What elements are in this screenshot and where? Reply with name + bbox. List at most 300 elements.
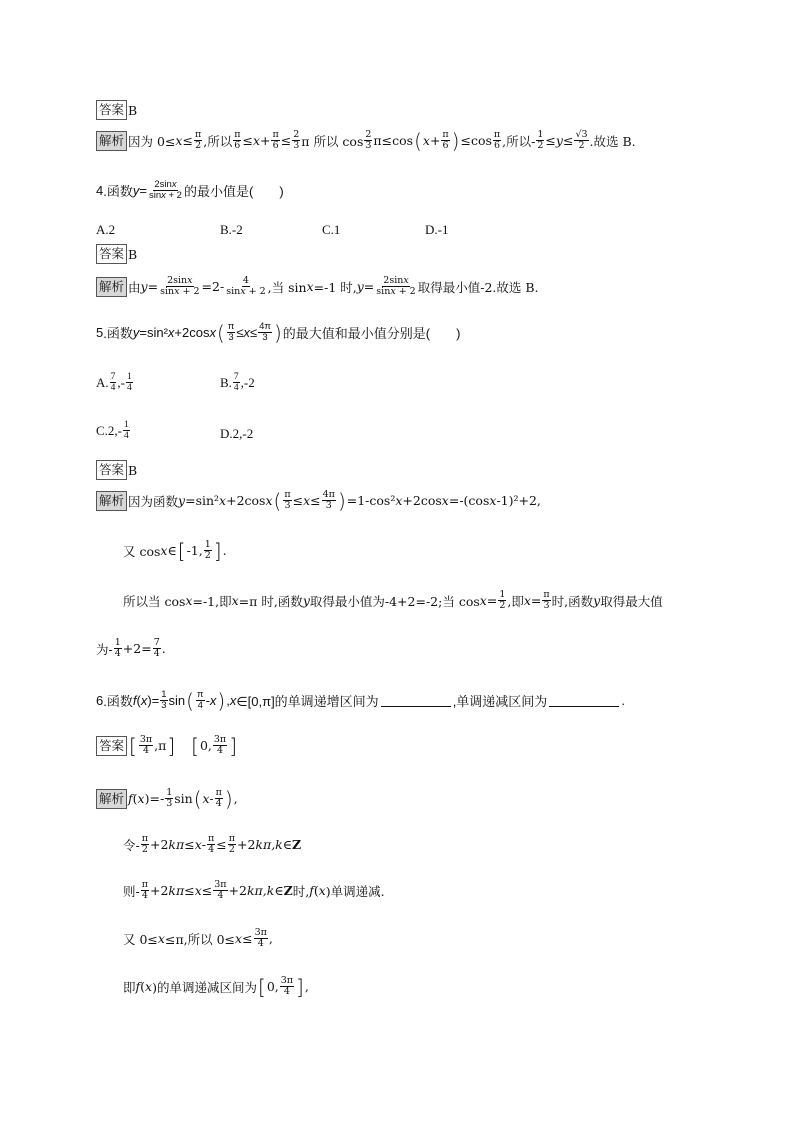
- fraction: [536, 130, 544, 151]
- text: ≤π,所以 0≤: [164, 931, 236, 947]
- set-z: Z: [283, 883, 293, 898]
- num: 1: [114, 637, 121, 648]
- question-number: 4: [96, 183, 104, 198]
- text: ,: [268, 931, 273, 946]
- text: C.2,-: [96, 422, 122, 438]
- text: 2sin: [154, 179, 172, 190]
- var: x: [167, 325, 175, 340]
- den: 4: [233, 383, 239, 393]
- answer-tag: 答案: [96, 244, 127, 264]
- q4-analysis-line: [96, 276, 539, 297]
- text: .: [621, 693, 625, 708]
- analysis-tag: 解析: [96, 277, 127, 297]
- text: ∈[0,π]的单调递增区间为: [236, 694, 379, 709]
- num: 3π: [280, 975, 294, 986]
- num: 3π: [213, 734, 227, 745]
- text: (: [132, 791, 138, 806]
- q5-answer-line: [96, 460, 137, 480]
- text: ≤: [562, 133, 574, 148]
- text: (: [313, 883, 319, 898]
- text: +2: [236, 837, 256, 852]
- num: π: [194, 129, 202, 140]
- text: .故选 B.: [589, 133, 636, 149]
- text: )=-: [144, 791, 165, 806]
- text: ,所以-: [502, 133, 536, 149]
- bracket: ]: [213, 538, 222, 563]
- bracket: ]: [296, 974, 304, 999]
- num: 1: [499, 589, 506, 600]
- q5-option-c: [96, 420, 131, 441]
- text: 即: [123, 979, 136, 995]
- text: ,即: [507, 593, 524, 609]
- q4-option-b: B.-2: [220, 222, 243, 237]
- var: kπ≤: [168, 883, 195, 898]
- text: (: [140, 979, 146, 994]
- text: )=: [147, 693, 160, 708]
- var: x: [479, 593, 487, 608]
- text: 2sin: [167, 275, 188, 286]
- text: ≤: [216, 837, 227, 852]
- text: 的最大值和最小值分别是( ): [282, 326, 461, 341]
- den: [375, 287, 416, 297]
- var: x: [161, 190, 166, 201]
- fraction: [141, 880, 149, 901]
- fraction: [110, 372, 117, 393]
- text: +2: [149, 883, 169, 898]
- text: +2: [228, 883, 247, 898]
- den: 4: [153, 648, 160, 659]
- var: f: [132, 693, 137, 708]
- num: 7: [153, 637, 160, 648]
- num: π: [207, 833, 215, 844]
- num: π: [141, 833, 148, 844]
- var: y: [302, 593, 310, 608]
- answer-tag: 答案: [96, 460, 127, 480]
- fraction: [254, 928, 268, 949]
- analysis-tag: 解析: [96, 789, 127, 809]
- var: -x: [205, 693, 217, 708]
- text: 由: [128, 279, 141, 295]
- var: x: [306, 279, 314, 294]
- var: x: [441, 493, 449, 508]
- fraction: [215, 788, 223, 809]
- text: 所以当 cos: [123, 593, 186, 609]
- den: 2: [499, 600, 506, 611]
- den: 4: [197, 700, 203, 711]
- var: x-: [202, 791, 214, 806]
- text: 取得最小值为-4+2=-2;当 cos: [309, 593, 480, 609]
- text: 0,: [199, 738, 212, 753]
- bracket: [: [177, 538, 186, 563]
- fraction: [292, 130, 300, 151]
- text: +: [429, 133, 441, 148]
- num: 1: [126, 372, 132, 382]
- den: 4: [208, 844, 215, 855]
- num: 1: [204, 539, 211, 550]
- q6-analysis-line-5: [123, 976, 309, 997]
- fraction: [213, 735, 227, 756]
- num: 3π: [254, 927, 267, 938]
- text: ,π: [154, 738, 167, 753]
- text: ,: [226, 693, 230, 708]
- num: 1: [537, 129, 544, 140]
- text: -1,: [186, 543, 203, 558]
- var: kπ,: [255, 837, 276, 852]
- var: x: [422, 133, 430, 148]
- bracket: [: [129, 733, 137, 758]
- var: x: [175, 133, 183, 148]
- text: =sin²: [139, 325, 168, 340]
- num: 7: [110, 372, 116, 382]
- q6-stem: [96, 690, 625, 711]
- text: ≤: [242, 931, 253, 946]
- var: kπ≤: [168, 837, 195, 852]
- q3-analysis-line: [96, 130, 636, 151]
- den: 2: [204, 550, 211, 561]
- var: x: [194, 837, 202, 852]
- num: π: [196, 689, 204, 700]
- fraction: [493, 130, 501, 151]
- q4-answer-line: [96, 244, 137, 264]
- den: 3: [365, 140, 372, 151]
- q5-option-d: D.2,-2: [220, 426, 254, 441]
- fraction: [114, 638, 122, 659]
- var: x: [187, 275, 193, 286]
- num: π: [272, 129, 279, 140]
- num: π: [228, 833, 235, 844]
- den: [159, 287, 200, 297]
- fraction: [498, 590, 506, 611]
- text: =: [147, 279, 159, 294]
- q3-answer-line: [96, 100, 137, 120]
- text: =1-cos²: [346, 493, 396, 508]
- text: =: [530, 593, 542, 608]
- q4-option-a: A.2: [96, 222, 116, 237]
- fraction: [233, 372, 240, 393]
- var: x: [209, 325, 216, 340]
- bracket: [: [191, 733, 199, 758]
- den: 4: [124, 431, 129, 441]
- var: f: [309, 883, 314, 898]
- q5-analysis-line-4: [96, 638, 166, 659]
- paren: (: [216, 320, 225, 345]
- fraction: [159, 276, 200, 297]
- num: 7: [233, 372, 239, 382]
- den: 4: [217, 890, 224, 901]
- var: x: [160, 543, 168, 558]
- text: .函数: [103, 326, 133, 341]
- text: ,所以: [203, 133, 233, 149]
- q4-answer: B: [128, 246, 138, 262]
- num: π: [284, 489, 291, 500]
- text: .函数: [103, 184, 133, 199]
- var: kπ,: [246, 883, 267, 898]
- text: 因为函数: [128, 493, 179, 509]
- var: f: [128, 791, 133, 806]
- fraction: [441, 130, 449, 151]
- text: π 所以 cos: [301, 133, 364, 149]
- q6-analysis-line-1: [96, 788, 238, 809]
- var: x: [303, 493, 311, 508]
- text: ≤: [292, 493, 304, 508]
- text: ≤: [310, 493, 321, 508]
- var: x: [523, 593, 531, 608]
- den: 4: [215, 798, 222, 809]
- bracket: [: [258, 974, 266, 999]
- text: ∈: [274, 883, 284, 898]
- question-number: 6: [96, 693, 104, 708]
- text: 则-: [123, 883, 140, 899]
- q6-analysis-line-3: [123, 880, 385, 901]
- den: 3: [293, 140, 300, 151]
- num: π: [442, 129, 449, 140]
- fraction: [126, 372, 133, 393]
- text: π≤cos: [373, 133, 414, 148]
- text: ≤: [242, 133, 253, 148]
- den: 3: [284, 500, 291, 511]
- fraction: [207, 834, 215, 855]
- q6-analysis-line-2: [123, 834, 301, 855]
- text: .函数: [103, 694, 133, 709]
- fraction: [196, 690, 205, 711]
- text: =: [139, 183, 147, 198]
- text: 为-: [96, 641, 113, 657]
- num: π: [215, 787, 222, 798]
- text: 的最小值是( ): [183, 184, 284, 199]
- var: x: [137, 791, 145, 806]
- text: ,当 sin: [267, 279, 307, 295]
- fraction: [280, 976, 294, 997]
- num: 4: [242, 275, 249, 286]
- var: y: [593, 593, 601, 608]
- q5-analysis-line-3: [123, 590, 663, 611]
- text: 0,: [266, 979, 279, 994]
- text: =sin²: [185, 493, 220, 508]
- text: =-1 时,: [313, 279, 357, 295]
- text: +: [260, 133, 271, 148]
- fill-blank-2: [549, 694, 619, 707]
- var: f: [135, 979, 141, 994]
- q4-option-d: D.-1: [425, 222, 449, 237]
- text: +2cos: [402, 493, 442, 508]
- text: +2cos: [174, 325, 210, 340]
- var: x: [489, 493, 497, 508]
- fraction: [375, 276, 416, 297]
- q4-option-c: C.1: [322, 222, 341, 237]
- var: y: [555, 133, 563, 148]
- paren: (: [414, 128, 422, 153]
- paren: ): [224, 786, 233, 811]
- text: ≤: [201, 883, 213, 898]
- text: =: [363, 279, 375, 294]
- text: =-(cos: [448, 493, 490, 508]
- bracket: ]: [167, 733, 176, 758]
- answer-tag: 答案: [96, 100, 127, 120]
- paren: ): [217, 688, 226, 713]
- paren: (: [273, 488, 282, 513]
- var: k: [266, 883, 275, 898]
- text: A.: [96, 374, 109, 390]
- fraction: [258, 322, 272, 343]
- den: 2: [141, 844, 148, 855]
- text: + 2: [165, 190, 182, 201]
- den: 4: [283, 986, 290, 997]
- text: 时,: [292, 883, 310, 899]
- den: 6: [234, 140, 241, 151]
- text: sin: [148, 190, 162, 201]
- fraction: [228, 834, 236, 855]
- den: 2: [537, 140, 544, 151]
- text: 时,函数: [551, 593, 594, 609]
- num: 1: [166, 787, 173, 798]
- q6-answer-line: [96, 735, 238, 756]
- fraction: [542, 590, 550, 611]
- num: π: [493, 129, 501, 140]
- var: x: [395, 493, 403, 508]
- text: (: [136, 693, 141, 708]
- q5-analysis-line-1: [96, 490, 541, 511]
- q5-stem: [96, 322, 460, 343]
- paren: (: [193, 786, 202, 811]
- num: π: [543, 589, 550, 600]
- num: 2: [293, 129, 300, 140]
- paren: ): [451, 128, 460, 153]
- fraction: [123, 420, 130, 441]
- answer-tag: 答案: [96, 736, 127, 756]
- set-z: Z: [292, 837, 302, 852]
- text: sin: [160, 286, 175, 297]
- fraction: [139, 735, 153, 756]
- text: ≤: [545, 133, 556, 148]
- fraction: [233, 130, 241, 151]
- text: ≤: [236, 325, 244, 340]
- text: ,: [233, 791, 238, 806]
- fraction: [194, 130, 202, 151]
- var: x: [140, 693, 148, 708]
- fraction: [148, 180, 183, 201]
- text: 2sin: [383, 275, 404, 286]
- text: =π 时,函数: [238, 593, 303, 609]
- fraction: [141, 834, 149, 855]
- var: x: [265, 493, 273, 508]
- text: B.: [220, 374, 232, 390]
- num: √3: [575, 129, 588, 140]
- var: x: [318, 883, 326, 898]
- var: x: [390, 286, 396, 297]
- text: =-1,即: [192, 593, 232, 609]
- var: x: [185, 593, 193, 608]
- text: ,: [304, 979, 309, 994]
- text: +2=: [122, 641, 152, 656]
- fill-blank-1: [381, 694, 451, 707]
- text: ,单调递减区间为: [452, 694, 548, 709]
- var: x: [235, 931, 243, 946]
- text: sin: [226, 286, 241, 297]
- text: 因为 0≤: [128, 133, 176, 149]
- num: π: [227, 321, 235, 332]
- num: 3π: [139, 734, 153, 745]
- text: 又 0≤: [123, 931, 158, 947]
- var: y: [132, 325, 140, 340]
- var: x: [243, 325, 250, 340]
- den: 6: [442, 140, 449, 151]
- q4-stem: [96, 180, 284, 201]
- q5-option-a: [96, 372, 134, 393]
- num: 2: [365, 129, 372, 140]
- den: 6: [494, 140, 501, 151]
- text: 又 cos: [123, 543, 161, 559]
- fraction: [574, 130, 588, 151]
- var: x: [252, 133, 260, 148]
- den: 2: [195, 140, 202, 151]
- q5-answer: B: [128, 462, 138, 478]
- analysis-tag: 解析: [96, 491, 127, 511]
- text: .: [222, 543, 227, 558]
- num: 1: [161, 689, 167, 700]
- num: 4π: [322, 489, 335, 500]
- num: π: [141, 879, 148, 890]
- text: + 2: [179, 286, 200, 297]
- den: 3: [262, 332, 268, 343]
- num: 1: [124, 420, 129, 430]
- den: 4: [217, 745, 224, 756]
- paren: ): [273, 320, 282, 345]
- text: ,-2: [240, 374, 255, 390]
- var: y: [356, 279, 364, 294]
- text: ∈: [282, 837, 293, 852]
- den: 3: [161, 700, 167, 711]
- den: 4: [110, 383, 116, 393]
- den: 6: [272, 140, 279, 151]
- den: 4: [141, 890, 148, 901]
- text: .: [161, 641, 166, 656]
- text: =: [486, 593, 498, 608]
- q5-option-b: [220, 372, 255, 393]
- var: y: [178, 493, 186, 508]
- q5-analysis-line-2: [123, 540, 227, 561]
- fraction: [283, 490, 291, 511]
- var: x: [194, 883, 202, 898]
- den: 3: [166, 798, 173, 809]
- var: y: [132, 183, 140, 198]
- paren: ): [337, 488, 346, 513]
- fraction: [271, 130, 279, 151]
- text: -: [201, 837, 206, 852]
- text: +2: [149, 837, 169, 852]
- question-number: 5: [96, 325, 104, 340]
- fraction: [153, 638, 161, 659]
- paren: (: [186, 688, 194, 713]
- text: )的单调递减区间为: [152, 979, 257, 995]
- var: x: [145, 979, 153, 994]
- text: sin: [168, 693, 186, 708]
- fraction: [227, 322, 236, 343]
- den: 3: [228, 332, 234, 343]
- num: 3π: [214, 879, 227, 890]
- den: 4: [114, 648, 121, 659]
- den: 4: [257, 938, 264, 949]
- text: 令-: [123, 837, 140, 853]
- den: 3: [543, 600, 550, 611]
- var: x: [403, 275, 409, 286]
- text: + 2: [245, 286, 266, 297]
- text: =2-: [201, 279, 225, 294]
- text: sin: [174, 791, 193, 806]
- text: sin: [376, 286, 391, 297]
- fraction: [364, 130, 372, 151]
- var: x: [219, 493, 227, 508]
- text: ≤cos: [460, 133, 492, 148]
